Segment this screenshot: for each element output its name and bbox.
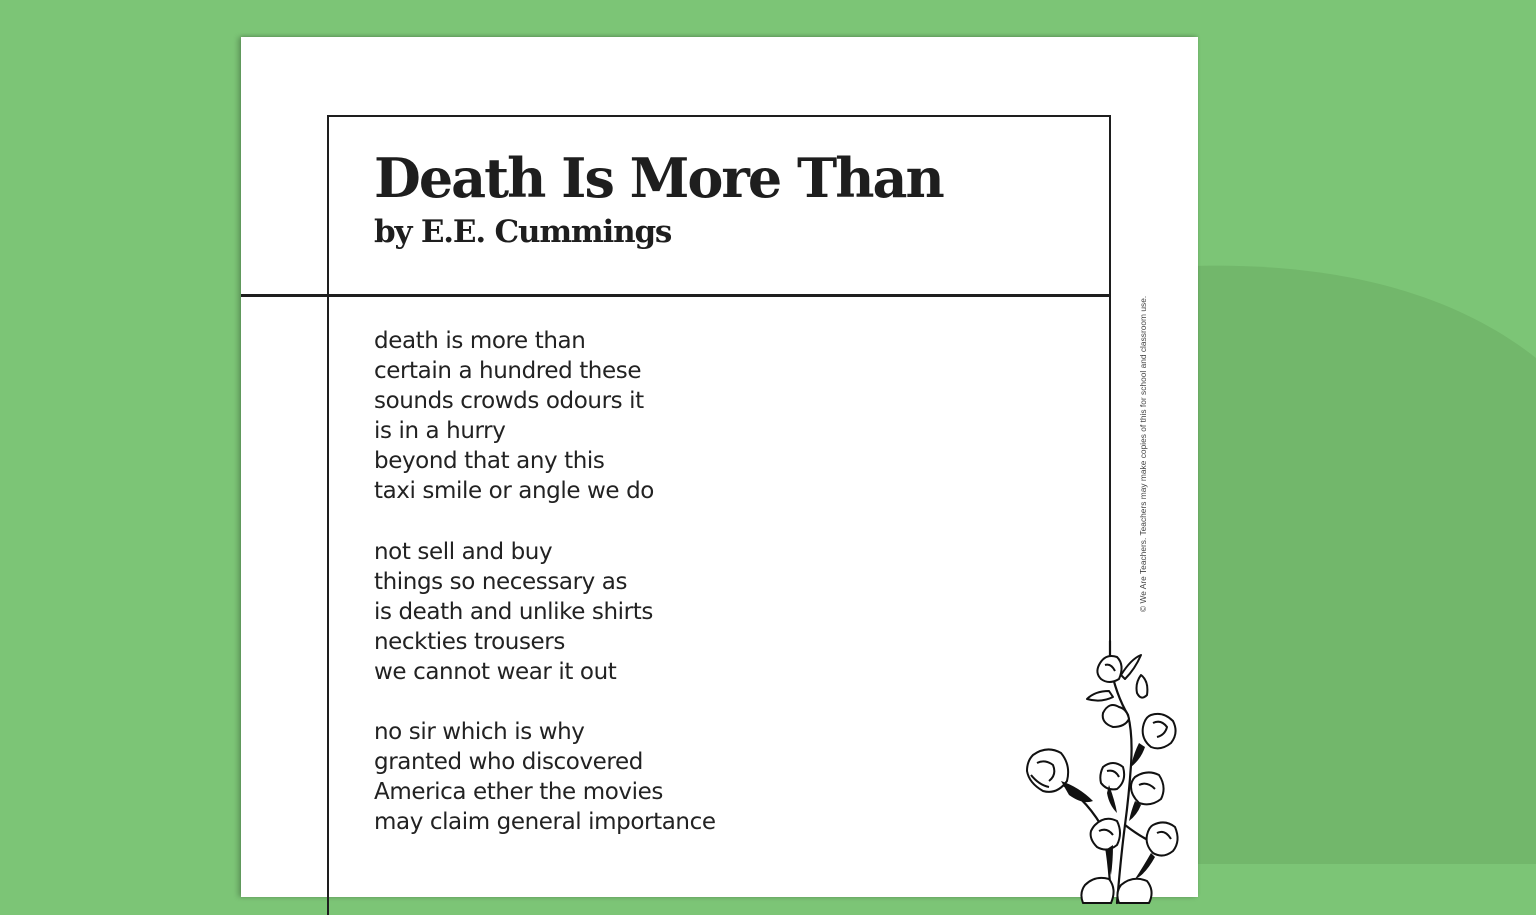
poem-line: is death and unlike shirts	[374, 598, 653, 625]
header-divider-line	[241, 294, 1111, 297]
poem-line: not sell and buy	[374, 538, 553, 565]
poem-line: neckties trousers	[374, 628, 565, 655]
copyright-notice: © We Are Teachers. Teachers may make copies of this for school and classroom use.	[1138, 295, 1148, 612]
poem-line: may claim general importance	[374, 809, 716, 836]
frame-top-border	[327, 115, 1111, 117]
poem-line: certain a hundred these	[374, 358, 642, 385]
frame-left-border	[327, 115, 329, 915]
poem-line: things so necessary as	[374, 568, 628, 595]
poem-line: America ether the movies	[374, 779, 663, 806]
stanza	[374, 326, 716, 507]
stanza	[374, 717, 716, 837]
poem-line: sounds crowds odours it	[374, 388, 644, 415]
poem-body	[374, 326, 716, 867]
stanza	[374, 537, 716, 687]
poem-line: granted who discovered	[374, 749, 643, 776]
poem-line: we cannot wear it out	[374, 658, 617, 685]
floral-branch-icon	[1013, 635, 1193, 905]
poem-line: death is more than	[374, 328, 586, 354]
frame-right-border	[1109, 115, 1111, 641]
poem-line: no sir which is why	[374, 719, 585, 746]
worksheet-page	[241, 37, 1198, 897]
poem-title: Death Is More Than	[374, 146, 943, 210]
poem-line: is in a hurry	[374, 418, 506, 445]
poem-author: by E.E. Cummings	[374, 214, 672, 250]
poem-line: taxi smile or angle we do	[374, 478, 654, 505]
poem-line: beyond that any this	[374, 448, 605, 475]
